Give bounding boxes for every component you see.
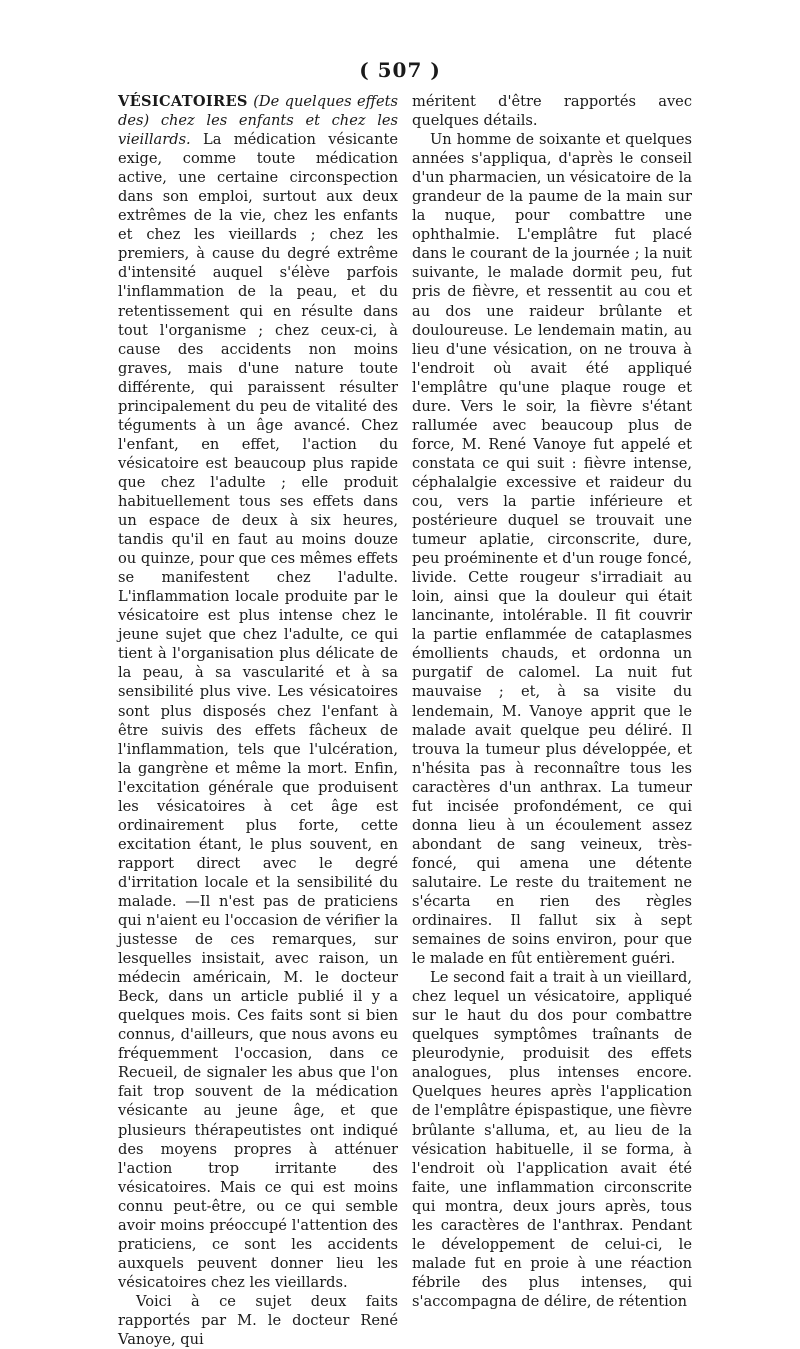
- paragraph: Voici à ce sujet deux faits rapportés par M. le docteur René Vanoye, qui: [118, 1292, 398, 1349]
- right-column: [412, 92, 692, 1311]
- paragraph: Un homme de soixante et quelques années s'appliqua, d'après le conseil d'un pharmacien, un vésicatoire de la grandeur de la paume de la main sur la nuque, pour combattre une ophthalmie. L'emplâtre fut placé dans le courant de la journée ; la nuit suivante, le malade dormit peu, fut pris de fièvre, et ressentit au cou et au dos une raideur brûlante et douloureuse. Le lendemain matin, au lieu d'une vésication, on ne trouva à l'endroit où avait été appliqué l'emplâtre qu'une plaque rouge et dure. Vers le soir, la fièvre s'étant rallumée avec beaucoup plus de force, M. René Vanoye fut appelé et constata ce qui suit : fièvre intense, céphalalgie excessive et raideur du cou, vers la partie inférieure et postérieure duquel se trouvait une tumeur aplatie, circonscrite, dure, peu proéminente et d'un rouge foncé, livide. Cette rougeur s'irradiait au loin, ainsi que la douleur qui était lancinante, intolérable. Il fit couvrir la partie enflammée de cataplasmes émollients chauds, et ordonna un purgatif de calomel. La nuit fut mauvaise ; et, à sa visite du lendemain, M. Vanoye apprit que le malade avait quelque peu déliré. Il trouva la tumeur plus développée, et n'hésita pas à reconnaître tous les caractères d'un anthrax. La tumeur fut incisée profondément, ce qui donna lieu à un écoulement assez abondant de sang veineux, très-foncé, qui amena une détente salutaire. Le reste du traitement ne s'écarta en rien des règles ordinaires. Il fallut six à sept semaines de soins environ, pour que le malade en fût entièrement guéri.: [412, 131, 692, 968]
- page-number: ( 507 ): [359, 58, 441, 82]
- entry-heading: VÉSICATOIRES: [118, 93, 248, 110]
- left-column: [118, 92, 398, 1349]
- entry-subheading: (De quelques effets des) chez les enfants et chez les vieillards.: [118, 93, 399, 149]
- entry-paragraph: [118, 92, 398, 1292]
- paragraph-continued: méritent d'être rapportés avec quelques détails.: [412, 93, 692, 130]
- paragraph: Le second fait a trait à un vieillard, chez lequel un vésicatoire, appliqué sur le haut du dos pour combattre quelques symptômes traînants de pleurodynie, produisit des effets analogues, plus intenses encore. Quelques heures après l'application de l'emplâtre épispastique, une fièvre brûlante s'alluma, et, au lieu de la vésication habituelle, il se forma, à l'endroit où l'application avait été faite, une inflammation circonscrite qui montra, deux jours après, tous les caractères de l'anthrax. Pendant le développement de celui-ci, le malade fut en proie à une réaction fébrile des plus intenses, qui s'accompagna de délire, de rétention: [412, 969, 692, 1310]
- paragraph-text: La médication vésicante exige, comme toute médication active, une certaine circonspection dans son emploi, surtout aux deux extrêmes de la vie, chez les enfants et chez les vieillards ; chez les premiers, à cause du degré extrême d'intensité auquel s'élève parfois l'inflammation de la peau, et du retentissement qui en résulte dans tout l'organisme ; chez ceux-ci, à cause des accidents non moins graves, mais d'une nature toute différente, qui paraissent résulter principalement du peu de vitalité des téguments à un âge avancé. Chez l'enfant, en effet, l'action du vésicatoire est beaucoup plus rapide que chez l'adulte ; elle produit habituellement tous ses effets dans un espace de deux à six heures, tandis qu'il en faut au moins douze ou quinze, pour que ces mêmes effets se manifestent chez l'adulte. L'inflammation locale produite par le vésicatoire est plus intense chez le jeune sujet que chez l'adulte, ce qui tient à l'organisation plus délicate de la peau, à sa vascularité et à sa sensibilité plus vive. Les vésicatoires sont plus disposés chez l'enfant à être suivis des effets fâcheux de l'inflammation, tels que l'ulcération, la gangrène et même la mort. Enfin, l'excitation générale que produisent les vésicatoires à cet âge est ordinairement plus forte, cette excitation étant, le plus souvent, en rapport direct avec le degré d'irritation locale et la sensibilité du malade. —Il n'est pas de praticiens qui n'aient eu l'occasion de vérifier la justesse de ces remarques, sur lesquelles insistait, avec raison, un médecin américain, M. le docteur Beck, dans un article publié il y a quelques mois. Ces faits sont si bien connus, d'ailleurs, que nous avons eu fréquemment l'occasion, dans ce Recueil, de signaler les abus que l'on fait trop souvent de la médication vésicante au jeune âge, et que plusieurs thérapeutistes ont indiqué des moyens propres à atténuer l'action trop irritante des vésicatoires. Mais ce qui est moins connu peut-être, ou ce qui semble avoir moins préoccupé l'attention des praticiens, ce sont les accidents auxquels peuvent donner lieu les vésicatoires chez les vieillards.: [118, 131, 398, 1291]
